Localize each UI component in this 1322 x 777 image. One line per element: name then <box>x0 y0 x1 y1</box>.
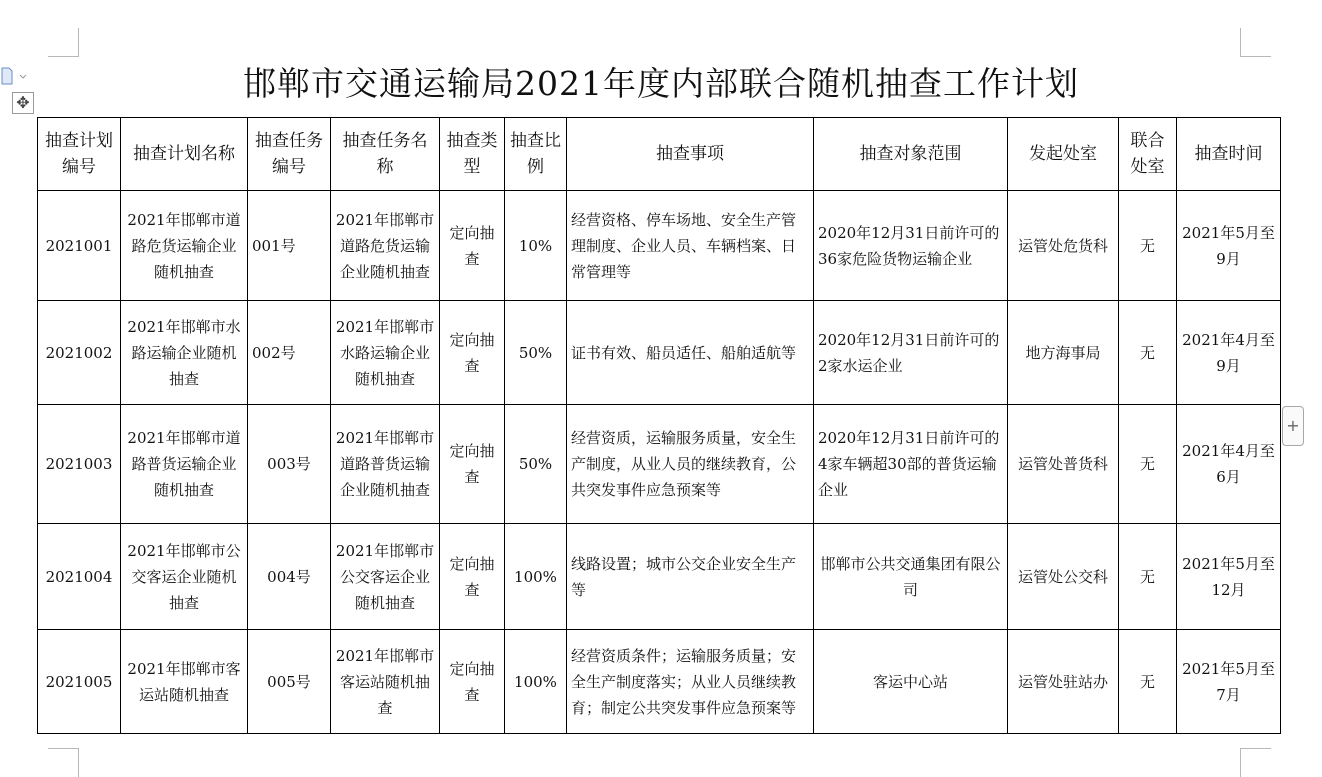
cell-plan-name[interactable]: 2021年邯郸市道路危货运输企业随机抽查 <box>121 191 248 301</box>
cell-scope[interactable]: 2020年12月31日前许可的2家水运企业 <box>814 301 1008 405</box>
cell-time[interactable]: 2021年5月至12月 <box>1177 524 1281 630</box>
cell-items[interactable]: 线路设置；城市公交企业安全生产等 <box>567 524 814 630</box>
cell-task-no[interactable]: 004号 <box>248 524 331 630</box>
cell-plan-no[interactable]: 2021002 <box>38 301 121 405</box>
header-dept: 发起处室 <box>1008 118 1119 191</box>
cell-plan-name[interactable]: 2021年邯郸市客运站随机抽查 <box>121 630 248 734</box>
header-plan-name: 抽查计划名称 <box>121 118 248 191</box>
crop-mark-bottom-left <box>48 748 79 777</box>
cell-items[interactable]: 经营资质条件；运输服务质量；安全生产制度落实；从业人员继续教育；制定公共突发事件应急预案等 <box>567 630 814 734</box>
header-task-no: 抽查任务编号 <box>248 118 331 191</box>
cell-time[interactable]: 2021年4月至9月 <box>1177 301 1281 405</box>
cell-dept[interactable]: 运管处驻站办 <box>1008 630 1119 734</box>
cell-items[interactable]: 证书有效、船员适任、船舶适航等 <box>567 301 814 405</box>
cell-ratio[interactable]: 50% <box>505 301 567 405</box>
cell-joint[interactable]: 无 <box>1119 301 1177 405</box>
header-ratio: 抽查比例 <box>505 118 567 191</box>
cell-task-no[interactable]: 003号 <box>248 405 331 524</box>
cell-task-name[interactable]: 2021年邯郸市公交客运企业随机抽查 <box>331 524 440 630</box>
cell-plan-no[interactable]: 2021005 <box>38 630 121 734</box>
cell-type[interactable]: 定向抽查 <box>440 630 505 734</box>
page-title: 邯郸市交通运输局2021年度内部联合随机抽查工作计划 <box>243 64 1079 103</box>
cell-plan-no[interactable]: 2021003 <box>38 405 121 524</box>
cell-task-no[interactable]: 005号 <box>248 630 331 734</box>
cell-dept[interactable]: 运管处普货科 <box>1008 405 1119 524</box>
cell-task-name[interactable]: 2021年邯郸市道路危货运输企业随机抽查 <box>331 191 440 301</box>
cell-dept[interactable]: 运管处危货科 <box>1008 191 1119 301</box>
cell-type[interactable]: 定向抽查 <box>440 301 505 405</box>
add-row-plus-icon[interactable]: + <box>1282 406 1304 446</box>
cell-joint[interactable]: 无 <box>1119 524 1177 630</box>
cell-type[interactable]: 定向抽查 <box>440 405 505 524</box>
table-row <box>38 405 1281 524</box>
cell-dept[interactable]: 运管处公交科 <box>1008 524 1119 630</box>
header-task-name: 抽查任务名称 <box>331 118 440 191</box>
cell-joint[interactable]: 无 <box>1119 405 1177 524</box>
table-row <box>38 524 1281 630</box>
cell-scope[interactable]: 客运中心站 <box>814 630 1008 734</box>
header-scope: 抽查对象范围 <box>814 118 1008 191</box>
cell-plan-name[interactable]: 2021年邯郸市水路运输企业随机抽查 <box>121 301 248 405</box>
crop-mark-bottom-right <box>1240 748 1271 777</box>
cell-time[interactable]: 2021年5月至7月 <box>1177 630 1281 734</box>
cell-joint[interactable]: 无 <box>1119 630 1177 734</box>
cell-ratio[interactable]: 50% <box>505 405 567 524</box>
table-row <box>38 301 1281 405</box>
table-move-handle-icon[interactable]: ✥ <box>12 92 34 114</box>
table-header-row <box>38 118 1281 191</box>
header-items: 抽查事项 <box>567 118 814 191</box>
cell-task-name[interactable]: 2021年邯郸市客运站随机抽查 <box>331 630 440 734</box>
cell-task-no[interactable]: 002号 <box>248 301 331 405</box>
table-row <box>38 191 1281 301</box>
cell-plan-name[interactable]: 2021年邯郸市道路普货运输企业随机抽查 <box>121 405 248 524</box>
cell-scope[interactable]: 2020年12月31日前许可的36家危险货物运输企业 <box>814 191 1008 301</box>
header-time: 抽查时间 <box>1177 118 1281 191</box>
header-type: 抽查类型 <box>440 118 505 191</box>
plan-table <box>37 117 1281 734</box>
cell-dept[interactable]: 地方海事局 <box>1008 301 1119 405</box>
cell-plan-no[interactable]: 2021004 <box>38 524 121 630</box>
cell-plan-no[interactable]: 2021001 <box>38 191 121 301</box>
cell-type[interactable]: 定向抽查 <box>440 524 505 630</box>
cell-ratio[interactable]: 10% <box>505 191 567 301</box>
cell-joint[interactable]: 无 <box>1119 191 1177 301</box>
cell-time[interactable]: 2021年5月至9月 <box>1177 191 1281 301</box>
header-joint: 联合处室 <box>1119 118 1177 191</box>
cell-ratio[interactable]: 100% <box>505 524 567 630</box>
cell-items[interactable]: 经营资格、停车场地、安全生产管理制度、企业人员、车辆档案、日常管理等 <box>567 191 814 301</box>
cell-task-no[interactable]: 001号 <box>248 191 331 301</box>
crop-mark-top-left <box>48 28 79 57</box>
cell-items[interactable]: 经营资质，运输服务质量，安全生产制度，从业人员的继续教育，公共突发事件应急预案等 <box>567 405 814 524</box>
cell-plan-name[interactable]: 2021年邯郸市公交客运企业随机抽查 <box>121 524 248 630</box>
cell-scope[interactable]: 邯郸市公共交通集团有限公司 <box>814 524 1008 630</box>
cell-task-name[interactable]: 2021年邯郸市水路运输企业随机抽查 <box>331 301 440 405</box>
header-plan-no: 抽查计划编号 <box>38 118 121 191</box>
cell-ratio[interactable]: 100% <box>505 630 567 734</box>
table-row <box>38 630 1281 734</box>
cell-time[interactable]: 2021年4月至6月 <box>1177 405 1281 524</box>
crop-mark-top-right <box>1240 28 1271 57</box>
cell-task-name[interactable]: 2021年邯郸市道路普货运输企业随机抽查 <box>331 405 440 524</box>
cell-scope[interactable]: 2020年12月31日前许可的4家车辆超30部的普货运输企业 <box>814 405 1008 524</box>
cell-type[interactable]: 定向抽查 <box>440 191 505 301</box>
